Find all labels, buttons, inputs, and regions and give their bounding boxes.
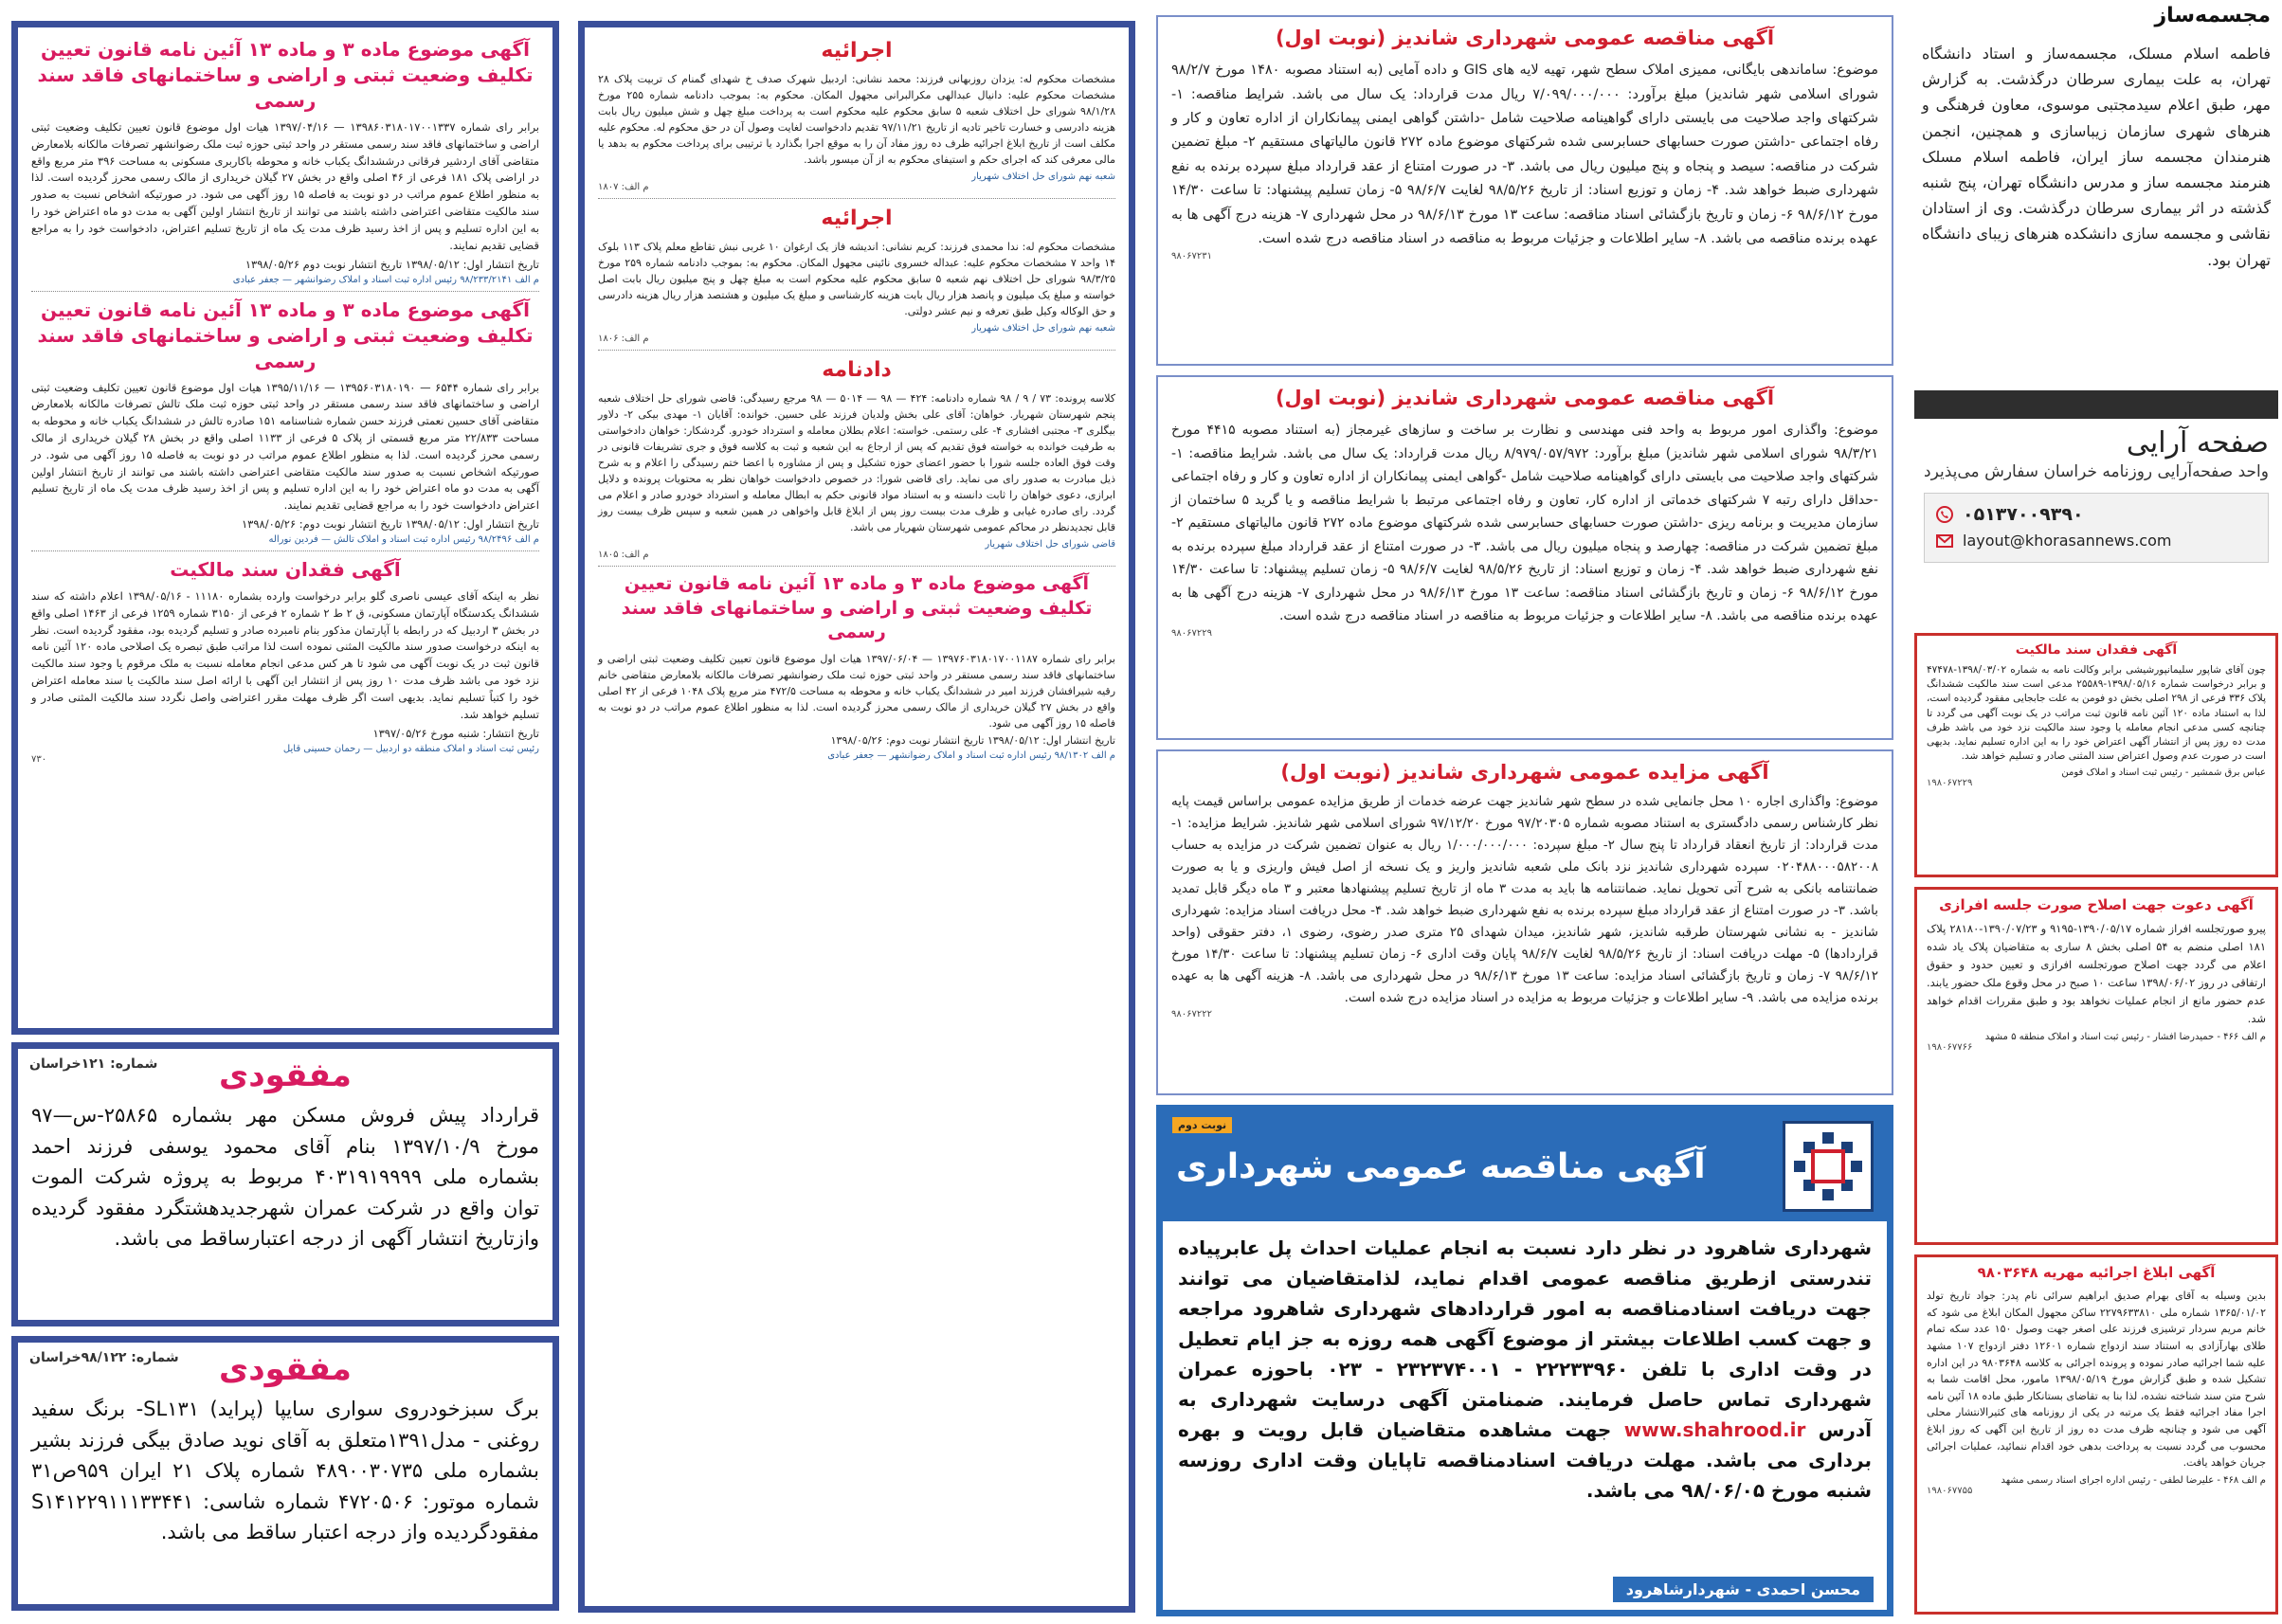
notice-signature: م الف ۹۸/۲۴۹۶ رئیس اداره ثبت اسناد و املاک تالش — فردین نوراله — [268, 534, 539, 545]
round-badge: نوبت دوم — [1172, 1117, 1232, 1133]
mail-icon — [1934, 531, 1955, 551]
notice-title: آگهی موضوع ماده ۳ و ماده ۱۳ آئین نامه قانون تعیین تکلیف وضعیت ثبتی و اراضی و ساختمانهای فاقد سند رسمی — [621, 573, 1093, 643]
banner-text: شهرداری شاهرود در نظر دارد نسبت به انجام عملیات احداث پل عابرپیاده تندرستی ازطریق مناقصه عمومی اقدام نماید، لذامتقاضیان می توانند جهت دریافت اسنادمناقصه به امور قراردادهای شهرداری شاهرود مراجعه و جهت کسب اطلاعات بیشتر از موضوع آگهی همه روزه به جز ایام تعطیل در وقت اداری با تلفن ۲۲۲۳۳۹۶۰ - ۲۳۲۳۷۴۰۰۱ - ۰۲۳ باحوزه عمران شهرداری تماس حاصل فرمایند. ضمنامتن آگهی درسایت شهرداری به آدرس — [1178, 1236, 1872, 1441]
phone-row — [1934, 501, 2258, 528]
notice-title: اجرائیه — [821, 39, 893, 63]
notice-title: اجرائیه — [821, 206, 893, 230]
notice-dates: تاریخ انتشار اول: ۱۳۹۸/۰۵/۱۲ تاریخ انتشار نوبت دوم: ۱۳۹۸/۰۵/۲۶ — [241, 517, 539, 531]
lost-notice-car-doc — [11, 1336, 559, 1611]
notice-title: دادنامه — [822, 357, 892, 382]
notice-lost-deed-fuman — [1914, 633, 2278, 877]
notice-title: آگهی فقدان سند مالکیت — [2015, 642, 2178, 658]
notice-body: موضوع: واگذاری اجاره ۱۰ محل جانمایی شده در سطح شهر شاندیز جهت عرضه خدمات از طریق مزایده عمومی براساس قیمت پایه نظر کارشناس رسمی دادگستری به استناد مصوبه شماره ۹۷/۲۰۳۰۵ مورخ ۹۷/۱۲/۲۰ شورای اسلامی شهر شاندیز. شرایط مزایده: ۱- مدت قرارداد: از تاریخ انعقاد قرارداد تا پنج سال ۲- مبلغ سپرده: ۱/۰۰۰/۰۰۰/۰۰۰ ریال به عنوان تضمین شرکت در مزایده به حساب ۰۲۰۴۸۸۰۰۰۵۸۲۰۰۸ سپرده شهرداری شاندیز نزد بانک ملی شعبه شاندیز واریز و یک نسخه از اصل فیش واریزی و یا به صورت ضمانتنامه بانکی به شرح آتی تحویل نماید. ضمانتنامه ها باید به مدت ۳ ماه از تاریخ تسلیم پیشنهادها معتبر و ۳ ماه دیگر قابل تمدید باشد. ۳- در صورت امتناع از عقد قرارداد مبلغ سپرده برنده به نفع شهرداری ضبط خواهد شد. ۴- محل دریافت اسناد مزایده: شهرداری شاندیز - به نشانی شهرستان طرقبه شاندیز، شهر شاندیز، میدان شهدای ۲۵ متری صدر رضوی، رضوی ۱، دفتر حقوقی (واحد قراردادها) ۵- مهلت دریافت اسناد: از تاریخ ۹۸/۵/۲۶ لغایت ۹۸/۶/۷ پایان وقت اداری ۶- زمان تسلیم پیشنهاد: تا ساعت ۱۴/۳۰ مورخ ۹۸/۶/۱۲ ۷- زمان و تاریخ بازگشائی اسناد مزایده: ساعت ۱۳ مورخ ۹۸/۶/۱۳ در محل شهرداری می باشد. ۸- هزینه آگهی ها به عهده برنده مزایده می باشد. ۹- سایر اطلاعات و جزئیات مربوط به مزایده در اسناد مزایده درج شده است. — [1171, 794, 1878, 1005]
notice-code: ۹۸۰۶۷۲۳۱ — [1171, 251, 1212, 262]
notice-body: برابر رای شماره ۱۳۹۸۶۰۳۱۸۰۱۷۰۰۱۳۳۷ — ۱۳۹۷/۰۴/۱۶ هیات اول موضوع قانون تعیین تکلیف وضعیت ثبتی اراضی و ساختمانهای فاقد سند رسمی مستقر در واحد ثبتی حوزه ثبت ملک رضوانشهر تصرفات مالکانه بلامعارض متقاضی آقای اردشیر فرقانی درششدانگ یکباب خانه و محوطه باکاربری مسکونی به مساحت ۳۹۶ متر مربع واقع در اراضی پلاک ۱۸۱ فرعی از ۴۶ اصلی واقع در بخش ۲۷ گیلان خریداری از مالک رسمی محرز گردیده است. لذا به منظور اطلاع عموم مراتب در دو نوبت به فاصله ۱۵ روز آگهی می شود. در صورتیکه اشخاص نسبت به صدور سند مالکیت متقاضی اعتراضی داشته باشند می توانند از تاریخ انتشار اولین آگهی به مدت دو ماه اعتراض خود را به این اداره تسلیم و پس از اخذ رسید ظرف مدت یک ماه از تاریخ تسلیم اعتراض، دادخواست خود را به مراجع قضایی تقدیم نمایند. — [31, 120, 540, 252]
notice-number: شماره: ۹۸/۱۲۲خراسان — [29, 1350, 179, 1365]
notice-code: ۹۸۰۶۷۲۲۲ — [1171, 1008, 1212, 1020]
notice-signature: م الف ۹۸/۱۳۰۲ رئیس اداره ثبت اسناد و املاک رضوانشهر — جعفر عبادی — [827, 750, 1115, 762]
column-left — [0, 0, 569, 1624]
banner-signature: محسن احمدی - شهردارشاهرود — [1613, 1577, 1874, 1602]
lost-title: مفقودی — [219, 1350, 352, 1388]
notice-code: ۱۹۸۰۶۷۷۵۵ — [1927, 1485, 1973, 1496]
notice-body: مشخصات محکوم له: ندا محمدی فرزند: کریم نشانی: اندیشه فاز یک ارغوان ۱۰ غربی نبش تقاطع معلم پلاک ۱۱۳ بلوک ۱۴ واحد ۷ مشخصات محکوم علیه: عبداله خسروی نائینی مجهول المکان. محکوم به: بموجب دادنامه شماره ۲۵۹ مورخ ۹۸/۳/۲۵ شورای حل اختلاف نهم شعبه ۵ سابق محکوم علیه محکوم است به مبلغ چهل و پنج میلیون ریال بابت اصل خواسته و مبلغ یک میلیون و پانصد هزار ریال بابت هزینه کارشناسی و مبلغ یک میلیون و هشتصد هزار ریال هزینه دادرسی و حق الوکاله وکیل طبق تعرفه و نیم عشر دولتی. — [598, 240, 1116, 317]
banner-title: آگهی مناقصه عمومی شهرداری — [1176, 1146, 1706, 1186]
notice-dowry-execution — [1914, 1254, 2278, 1615]
notice-title: آگهی مزایده عمومی شهرداری شاندیز (نوبت اول) — [1280, 761, 1769, 784]
notice-dates: تاریخ انتشار اول: ۱۳۹۸/۰۵/۱۲ تاریخ انتشار نوبت دوم ۱۳۹۸/۰۵/۲۶ — [244, 257, 539, 271]
banner-footer — [1176, 1577, 1874, 1602]
phone-icon — [1934, 504, 1955, 525]
notice-body: مشخصات محکوم له: یزدان روزبهانی فرزند: محمد نشانی: اردبیل شهرک صدف خ شهدای گمنام ک تربیت پلاک ۲۸ مشخصات محکوم علیه: دانیال عبدالهی مکرالبرانی مجهول المکان. محکوم به: بموجب دادنامه شماره ۲۵۵ مورخ ۹۸/۱/۲۸ شورای حل اختلاف شعبه ۵ سابق محکوم علیه محکوم است به پرداخت مبلغ چهل و شش میلیون ریال بابت هزینه دادرسی و خسارت تاخیر تادیه از تاریخ ۹۷/۱۱/۲۱ تقدیم دادخواست لغایت وصول آن در حق محکوم له. محکوم علیه مکلف است از تاریخ ابلاغ اجرائیه ظرف ده روز مفاد آن را به موقع اجرا بگذارد یا ترتیبی برای پرداخت محکوم به بدهد یا مالی معرفی کند که اجرای حکم و استیفای محکوم به از آن میسور باشد. — [598, 72, 1115, 166]
notice-title: آگهی مناقصه عمومی شهرداری شاندیز (نوبت اول) — [1275, 27, 1775, 49]
notice-body: کلاسه پرونده: ۷۳ / ۹ / ۹۸ شماره دادنامه: ۴۲۴ — ۹۸ — ۵۰۱۴ — ۹۸ مرجع رسیدگی: قاضی شورای حل اختلاف شعبه پنجم شهرستان شهریار. خواهان: آقای علی بخش ولدیان فرزند علی حسین. خوانده: آقایان ۱- مهدی بیکی ۲- دلاور بیگلری ۳- مجتبی افشاری ۴- علی رستمی. خواسته: اعلام بطلان معامله و استرداد خودرو. گردشکار: خواهان دادخواستی به طرفیت خوانده به خواسته فوق تقدیم که پس از ارجاع به این شعبه و ثبت به کلاسه فوق و جری تشریفات قانونی در وقت فوق العاده جلسه شورا با حضور اعضای حوزه تشکیل و پس از مشاوره با اعضا ختم رسیدگی را اعلام و به شرح ذیل مبادرت به صدور رای می نماید. رای قاضی شورا: در خصوص دادخواست خواهان نظر به محتویات پرونده و دلایل ابرازی، دعوی خواهان را ثابت دانسته و به استناد مواد قانونی حکم به ابطال معامله و استرداد خودرو صادر و اعلام می گردد. رای صادره غیابی و ظرف مدت بیست روز پس از ابلاغ قابل واخواهی در همین شعبه و سپس ظرف بیست روز قابل تجدیدنظر در محاکم عمومی شهرستان شهریار می باشد. — [598, 391, 1116, 533]
column-center-left — [572, 0, 1141, 1624]
notice-title: آگهی ابلاغ اجرائیه مهریه ۹۸۰۳۶۴۸ — [1977, 1264, 2216, 1281]
auction-shandiz — [1156, 749, 1893, 1095]
contact-info — [1924, 493, 2269, 563]
divider — [31, 291, 539, 292]
notice-partition-mashhad — [1914, 887, 2278, 1245]
column-center-right — [1150, 0, 1899, 1624]
notice-registration-rezvanshahr — [11, 21, 559, 1035]
notice-title: آگهی دعوت جهت اصلاح صورت جلسه افرازی — [1939, 896, 2254, 913]
notice-signature: شعبه نهم شورای حل اختلاف شهریار — [971, 171, 1115, 182]
notice-number: شماره: ۱۲۱خراسان — [29, 1056, 158, 1072]
lost-body: قرارداد پیش فروش مسکن مهر بشماره ۲۵۸۶۵-س—۹۷ مورخ ۱۳۹۷/۱۰/۹ بنام آقای محمود یوسفی فرزند احمد بشماره ملی ۴۰۳۱۹۱۹۹۹۹ مربوط به پروژه شرکت الموت توان واقع در شرکت عمران شهرجدیدهشتگرد مفقود گردیده وازتاریخ انتشار آگهی از درجه اعتبارساقط می باشد. — [31, 1104, 539, 1251]
notice-dates: تاریخ انتشار: شنبه مورخ ۱۳۹۷/۰۵/۲۶ — [372, 726, 539, 740]
notice-signature: عباس برق شمشیر - رئیس ثبت اسناد و املاک فومن — [2061, 767, 2266, 779]
notice-code: م الف: ۱۸۰۷ — [598, 181, 649, 192]
divider — [31, 550, 539, 551]
box-title: صفحه آرایی — [2126, 426, 2269, 460]
column-right — [1911, 0, 2282, 1624]
divider — [598, 566, 1115, 567]
notice-code: م الف: ۱۸۰۶ — [598, 333, 649, 344]
notice-code: ۹۸۰۶۷۲۲۹ — [1171, 627, 1212, 639]
email-row — [1934, 528, 2258, 554]
tender-shandiz-archive — [1156, 15, 1893, 366]
notice-signature: قاضی شورای حل اختلاف شهریار — [985, 539, 1115, 550]
tender-shandiz-engineering — [1156, 375, 1893, 740]
notice-title: آگهی موضوع ماده ۳ و ماده ۱۳ آئین نامه قانون تعیین تکلیف وضعیت ثبتی و اراضی و ساختمانهای فاقد سند رسمی — [37, 298, 534, 372]
notice-code: ۱۹۸۰۶۷۲۲۹ — [1927, 778, 1973, 789]
notice-signature: م الف ۴۶۶ - حمیدرضا افشار - رئیس ثبت اسناد و املاک منطقه ۵ مشهد — [1984, 1032, 2266, 1043]
website-link[interactable]: www.shahrood.ir — [1623, 1418, 1806, 1441]
tender-shahrood-banner — [1156, 1105, 1893, 1616]
notice-signature: رئیس ثبت اسناد و املاک منطقه دو اردبیل — رحمان حسینی قایل — [282, 743, 539, 754]
lost-body: برگ سبزخودروی سواری سایپا (پراید) SL۱۳۱- برنگ سفید روغنی - مدل۱۳۹۱متعلق به آقای نوید صادق بیگی فرزند بشیر بشماره ملی ۴۸۹۰۰۳۰۷۳۵ شماره پلاک ۲۱ ایران ۹۵۹ص۳۱ شماره موتور: ۴۷۲۰۵۰۶ شماره شاسی: S۱۴۱۲۲۹۱۱۱۳۳۴۴۱ مفقودگردیده واز درجه اعتبار ساقط می باشد. — [31, 1398, 540, 1544]
notice-body: نظر به اینکه آقای عیسی ناصری گلو برابر درخواست وارده بشماره ۱۱۱۸۰ - ۱۳۹۸/۰۵/۱۶ اعلام داشته که سند ششدانگ یکدستگاه آپارتمان مسکونی، ق ۲ ط ۲ شماره ۲ فرعی از ۳۱۵۰ شماره ۱۲۵۹ فرعی از ۱۴۶۳ اصلی واقع در بخش ۳ اردبیل که در رابطه با آپارتمان مذکور بنام نامبرده صادر و تسلیم گردیده بود، مفقود گردیده است. نظر به اینکه درخواست صدور سند مالکیت المثنی نموده است لذا مراتب طبق تبصره یک اصلاحی ماده ۱۲۰ آئین نامه قانون ثبت در یک نوبت آگهی می شود تا هر کس مدعی انجام معامله نسبت به ملک مرقوم یا وجود سند مالکیت نزد خود می باشد ظرف مدت ۱۰ روز پس از انتشار این آگهی با ارائه اصل سند مالکیت یا سند معامله اعتراض خود را کتباً تسلیم نماید. بدیهی است اگر ظرف مهلت مقرر اعتراضی واصل نگردد سند مالکیت المثنی صادر و تسلیم خواهد شد. — [31, 589, 539, 721]
notice-signature: شعبه نهم شورای حل اختلاف شهریار — [971, 322, 1115, 334]
notice-code: م الف: ۱۸۰۵ — [598, 550, 649, 560]
notice-body: پیرو صورتجلسه افراز شماره ۱۳۹۰/۰۵/۱۷-۹۱۹۵ و ۱۳۹۰/۰۷/۲۳-۲۸۱۸۰ پلاک ۱۸۱ اصلی منضم به ۵۴ اصلی بخش ۸ ساری به متقاضیان پلاک یاد شده اعلام می گردد جهت اصلاح صورتجلسه افرازی و تعیین حدود و حقوق ارتفاقی در روز ۱۳۹۸/۰۶/۰۲ ساعت ۱۰ صبح در محل وقوع ملک حضور یابند. عدم حضور مانع از انجام عملیات نخواهد بود و طبق مقررات اقدام خواهد شد. — [1927, 922, 2267, 1026]
notice-body: بدین وسیله به آقای بهرام صدیق ابراهیم سرائی نام پدر: جواد تاریخ تولد ۱۳۶۵/۰۱/۰۲ شماره ملی ۲۲۷۹۶۳۳۸۱۰ ساکن مجهول المکان ابلاغ می شود که خانم مریم سردار ترشیزی فرزند علی اصغر جهت وصول ۱۵۰ عدد سکه تمام طلای بهارآزادی به استناد سند ازدواج شماره ۱۲۶۰۱ دفتر ازدواج ۱۰۷ مشهد علیه شما اجرائیه صادر نموده و پرونده اجرائی به کلاسه ۹۸۰۳۶۴۸ در این اداره تشکیل شده و طبق گزارش مورخ ۱۳۹۸/۰۵/۱۹ مامور، محل اقامت شما به شرح متن سند شناخته نشده، لذا بنا به تقاضای بستانکار طبق ماده ۱۸ آئین نامه اجرا مفاد اجرائیه فقط یک مرتبه در یکی از روزنامه های کثیرالانتشار محلی آگهی می شود و چنانچه ظرف مدت ده روز از تاریخ این آگهی که روز ابلاغ محسوب می گردد نسبت به پرداخت بدهی خود اقدام ننمائید، عملیات اجرائی جریان خواهد یافت. — [1927, 1290, 2267, 1470]
notice-title: آگهی موضوع ماده ۳ و ماده ۱۳ آئین نامه قانون تعیین تکلیف وضعیت ثبتی و اراضی و ساختمانهای فاقد سند رسمی — [37, 38, 534, 112]
email-address[interactable]: layout@khorasannews.com — [1963, 532, 2172, 550]
notice-body: موضوع: واگذاری امور مربوط به واحد فنی مهندسی و نظارت بر ساخت و سازهای غیرمجاز (به استناد مصوبه ۴۴۱۵ مورخ ۹۸/۳/۲۱ شورای اسلامی شهر شاندیز) مبلغ برآورد: ۸/۹۷۹/۰۵۷/۹۷۲ ریال مدت قرارداد: یک سال می باشد. شرایط مناقصه: ۱- شرکتهای واجد صلاحیت می بایستی دارای گواهینامه صلاحیت شامل -گواهی ایمنی پیمانکاران از اداره تعاون و کار و رفاه اجتماعی -حداقل دارای رتبه ۷ شرکتهای خدماتی از اداره کار، تعاون و رفاه اجتماعی مرتبط با شرایط مناقصه و یا گرید ۵ ساختمان از سازمان مدیریت و برنامه ریزی -داشتن صورت حسابهای حسابرسی شده شرکتهای موضوع ماده ۲۷۲ قانون مالیاتهای مستقیم ۲- مبلغ تضمین شرکت در مناقصه: چهارصد و پنجاه میلیون ریال می باشد. ۳- در صورت امتناع از عقد قرارداد مبلغ سپرده برنده به نفع شهرداری ضبط خواهد شد. ۴- زمان و توزیع اسناد: از تاریخ ۹۸/۵/۲۶ لغایت ۹۸/۶/۷ ۵- زمان تسلیم پیشنهاد: تا ساعت ۱۴/۳۰ مورخ ۹۸/۶/۱۲ ۶- زمان و تاریخ بازگشائی اسناد مناقصه: ساعت ۱۳ مورخ ۹۸/۶/۱۳ در محل شهرداری ۷- هزینه درج آگهی ها به عهده برنده مناقصه می باشد. ۸- سایر اطلاعات و جزئیات مربوط به مناقصه در اسناد مناقصه درج شده است. — [1171, 423, 1879, 624]
box-subtitle: واحد صفحه‌آرایی روزنامه خراسان سفارش می‌پذیرد — [1924, 462, 2269, 481]
notice-code: ۱۹۸۰۶۷۷۶۶ — [1927, 1042, 1973, 1054]
divider — [598, 350, 1115, 351]
layout-service-box — [1914, 390, 2278, 610]
notice-body: برابر رای شماره ۱۳۹۷۶۰۳۱۸۰۱۷۰۰۱۱۸۷ — ۱۳۹۷/۰۶/۰۴ هیات اول موضوع قانون تعیین تکلیف وضعیت ثبتی اراضی و ساختمانهای فاقد سند رسمی مستقر در واحد ثبتی حوزه ثبت ملک رضوانشهر تصرفات مالکانه بلامعارض متقاضی خانم رقیه شیرافشان فرزند امیر در ششدانگ یکباب خانه و محوطه به مساحت ۴۷۲/۵ متر مربع پلاک ۱۰۴۸ فرعی از ۴۲ اصلی واقع در بخش ۲۷ گیلان خریداری از مالک رسمی محرز گردیده است. لذا به منظور اطلاع عموم مراتب در دو نوبت به فاصله ۱۵ روز آگهی می شود. — [598, 652, 1116, 731]
phone-number[interactable]: ۰۵۱۳۷۰۰۹۳۹۰ — [1963, 503, 2084, 525]
banner-header — [1163, 1111, 1887, 1221]
notice-body: موضوع: ساماندهی بایگانی، ممیزی املاک سطح شهر، تهیه لایه های GIS و داده آمایی (به استناد مصوبه ۱۴۸۰ مورخ ۹۸/۲/۷ شورای اسلامی شهر شاندیز) مبلغ برآورد: ۷/۰۹۹/۰۰۰/۰۰۰ ریال مدت قرارداد: یک سال می باشد. شرایط مناقصه: ۱- شرکتهای واجد صلاحیت می بایستی دارای گواهینامه صلاحیت شامل -داشتن گواهی ایمنی پیمانکاران از اداره تعاون و کار و رفاه اجتماعی -داشتن صورت حسابهای حسابرسی شده شرکتهای موضوع ماده ۲۷۲ قانون مالیاتهای مستقیم ۲- مبلغ تضمین شرکت در مناقصه: سیصد و پنجاه و پنج میلیون ریال می باشد. ۳- در صورت امتناع از عقد قرارداد مبلغ سپرده برنده به نفع شهرداری ضبط خواهد شد. ۴- زمان و توزیع اسناد: از تاریخ ۹۸/۵/۲۶ لغایت ۹۸/۶/۷ ۵- زمان تسلیم پیشنهاد: تا ساعت ۱۴/۳۰ مورخ ۹۸/۶/۱۲ ۶- زمان و تاریخ بازگشائی اسناد مناقصه: ساعت ۱۳ مورخ ۹۸/۶/۱۳ در محل شهرداری ۷- هزینه درج آگهی ها به عهده برنده مناقصه می باشد. ۸- سایر اطلاعات و جزئیات مربوط به مناقصه در اسناد مناقصه درج شده است. — [1171, 63, 1879, 246]
banner-text: جهت مشاهده متقاضیان قابل رویت و بهره برداری می باشد. مهلت دریافت اسنادمناقصه تاپایان وقت اداری روزسه شنبه مورخ ۹۸/۰۶/۰۵ می باشد. — [1178, 1418, 1872, 1502]
notice-signature: م الف ۴۶۸ - علیرضا لطفی - رئیس اداره اجرای اسناد رسمی مشهد — [2001, 1474, 2266, 1486]
notice-dates: تاریخ انتشار اول: ۱۳۹۸/۰۵/۱۲ تاریخ انتشار نوبت دوم: ۱۳۹۸/۰۵/۲۶ — [830, 734, 1115, 748]
news-article — [1914, 0, 2278, 360]
lost-notice-contract — [11, 1042, 559, 1326]
notice-title: آگهی فقدان سند مالکیت — [170, 558, 401, 581]
divider — [598, 198, 1115, 199]
notice-body: چون آقای شاپور سلیمانپورشیشی برابر وکالت نامه به شماره ۱۳۹۸/۰۳/۰۲-۴۷۴۷۸ و برابر درخواست شماره ۱۳۹۸/۰۵/۱۶-۲۵۵۸۹ مدعی است سند مالکیت ششدانگ پلاک ۳۳۶ فرعی از ۲۹۸ اصلی بخش دو فومن به علت جابجایی مفقود گردیده است، لذا به استناد ماده ۱۲۰ آئین نامه قانون ثبت مراتب در یک نوبت آگهی می گردد تا چنانچه کسی مدعی انجام معامله یا وجود سند مالکیت نزد خود می باشد ظرف مدت ده روز پس از انتشار آگهی اعتراض خود را به این اداره تسلیم نماید. بدیهی است در صورت عدم وصول اعتراض سند المثنی صادر و تسلیم خواهد شد. — [1927, 663, 2266, 763]
municipality-logo-icon — [1783, 1121, 1874, 1212]
notice-body: برابر رای شماره ۶۵۴۴ — ۱۳۹۵۶۰۳۱۸۰۱۹۰ — ۱۳۹۵/۱۱/۱۶ هیات اول موضوع قانون تعیین تکلیف وضعیت ثبتی اراضی و ساختمانهای فاقد سند رسمی مستقر در واحد ثبتی حوزه ثبت ملک تالش تصرفات مالکانه بلامعارض متقاضی آقای حسین نعمتی فرزند حسن شماره شناسنامه ۱۵۱ صادره تالش در ششدانگ یکباب خانه و محوطه به مساحت ۲۲/۸۳۳ متر مربع قسمتی از پلاک ۵ فرعی از ۱۱۳۳ اصلی واقع در بخش ۲۸ گیلان خریداری از مالک رسمی محرز گردیده است. لذا به منظور اطلاع عموم مراتب در دو نوبت به فاصله ۱۵ روز آگهی می شود. در صورتیکه اشخاص نسبت به صدور سند مالکیت متقاضی اعتراضی داشته باشند می توانند از تاریخ انتشار اولین آگهی به مدت دو ماه اعتراض خود را به این اداره تسلیم و پس از اخذ رسید ظرف مدت یک ماه از تاریخ تسلیم اعتراض دادخواست خود را به مراجع قضایی تقدیم نمایند. — [31, 380, 540, 513]
article-heading: مجسمه‌ساز — [2154, 4, 2271, 27]
box-header-bar — [1914, 390, 2278, 419]
notice-code: ۷۳۰ — [31, 753, 47, 765]
court-notices-box — [578, 21, 1135, 1613]
notice-signature: م الف ۹۸/۲۳۳/۲۱۴۱ رئیس اداره ثبت اسناد و املاک رضوانشهر — جعفر عبادی — [232, 274, 539, 285]
article-body: فاطمه اسلام مسلک، مجسمه‌ساز و استاد دانشگاه تهران، به علت بیماری سرطان درگذشت. به گزارش مهر، طبق اعلام سیدمجتبی موسوی، معاون فرهنگی و هنرهای شهری سازمان زیباسازی و همچنین، انجمن هنرمندان مجسمه ساز ایران، فاطمه اسلام مسلک هنرمند مجسمه ساز و مدرس دانشگاه تهران، پنج شنبه گذشته در اثر بیماری سرطان درگذشت. وی از استادان نقاشی و مجسمه سازی دانشکده هنرهای زیبای دانشگاه تهران بود. — [1922, 45, 2271, 269]
banner-body — [1163, 1221, 1887, 1517]
lost-title: مفقودی — [219, 1056, 352, 1094]
notice-title: آگهی مناقصه عمومی شهرداری شاندیز (نوبت اول) — [1275, 387, 1775, 409]
